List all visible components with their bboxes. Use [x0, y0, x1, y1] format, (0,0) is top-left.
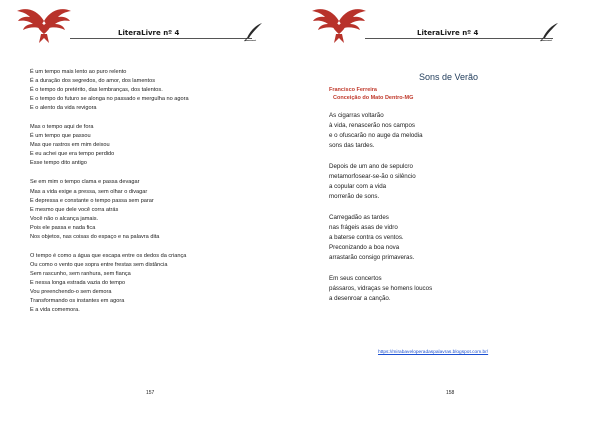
poem-line: pássaros, vidraças se homens loucos	[329, 285, 433, 292]
poem-line: E o tempo do futuro se alonga no passado e mergulha no agora	[30, 96, 189, 103]
poem-line: E a vida comemora.	[30, 307, 80, 314]
stanza	[30, 68, 285, 113]
poem-line: arrastarão consigo primaveras.	[329, 254, 415, 261]
poem-line: sons das tardes.	[329, 142, 375, 149]
poem-line: E depressa e constante o tempo passa sem parar	[30, 197, 154, 204]
poem-line: É um tempo mais lento ao puro relento	[30, 69, 127, 75]
stanza	[30, 252, 285, 315]
poem-line: As cigarras voltarão	[329, 112, 384, 119]
quill-pen-icon	[244, 22, 264, 42]
stanza	[30, 123, 285, 168]
poem-line: morrerão de sons.	[329, 193, 380, 200]
poem-line: E o alento da vida revigora	[30, 105, 97, 112]
poem-line: Vou preenchendo-o sem demora	[30, 288, 112, 295]
poem-line: Depois de um ano de sepulcro	[329, 163, 413, 170]
poem-line: E eu achei que era tempo perdido	[30, 151, 115, 158]
poem-line: Transformando os instantes em agora	[30, 298, 125, 305]
poem-line: É o tempo do pretérito, das lembranças, dos talentos.	[30, 87, 163, 94]
poem-line: E nessa longa estrada vazia do tempo	[30, 279, 126, 286]
right-page	[300, 0, 600, 424]
poem-line: Ou como o vento que sopra entre frestas sem distância	[30, 261, 168, 268]
header-rule	[365, 38, 553, 39]
winged-heart-logo-icon	[310, 3, 368, 45]
poem-line: metamorfosear-se-ão o silêncio	[329, 173, 416, 180]
poem-line: a baterse contra os ventos.	[329, 234, 404, 241]
quill-pen-icon	[540, 22, 560, 42]
poem-body	[329, 111, 569, 315]
poem-line: Preconizando a boa nova	[329, 244, 400, 251]
poem-line: Esse tempo dito antigo	[30, 160, 87, 167]
poem-line: O tempo é como a água que escapa entre os dedos da criança	[30, 252, 187, 259]
author-location: Conceição do Mato Dentro-MG	[333, 95, 414, 101]
poem-line: à vida, renascerão nos campos	[329, 122, 415, 129]
poem-line: Mas o tempo aqui de fora	[30, 124, 94, 131]
poem-line: a desenroar a canção.	[329, 295, 391, 302]
source-blog-link[interactable]: https://mirabaveloperadaspalavras.blogspot.com.br/	[378, 350, 489, 355]
poem-line: E mesmo que dele você corra atrás	[30, 206, 119, 213]
page-number: 158	[446, 390, 455, 396]
magazine-header-title: LiteraLivre nº 4	[417, 29, 479, 37]
poem-line: Carregadão as tardes	[329, 214, 389, 221]
stanza	[329, 111, 569, 151]
poem-line: Nos objetos, nas coisas do espaço e na palavra dita	[30, 233, 160, 240]
poem-line: Se em mim o tempo clama e passa devagar	[30, 179, 140, 186]
poem-line: e o ofuscarão no auge da melodia	[329, 132, 423, 139]
poem-line: Mas a vida exige a pressa, sem olhar o divagar	[30, 188, 148, 195]
poem-line: a copular com a vida	[329, 183, 387, 190]
header-rule	[70, 38, 252, 39]
stanza	[329, 274, 569, 304]
poem-line: É um tempo que passou	[30, 133, 91, 140]
poem-line: nas frágeis asas de vidro	[329, 224, 398, 231]
poem-line: Mas que rastros em mim deixou	[30, 142, 110, 149]
poem-line: Você não o alcança jamais.	[30, 215, 99, 222]
poem-body	[30, 68, 285, 325]
stanza	[329, 162, 569, 202]
poem-line: Pois ele passa e nada fica	[30, 224, 96, 231]
winged-heart-logo-icon	[15, 3, 73, 45]
stanza	[30, 178, 285, 241]
author-name: Francisco Ferreira	[329, 87, 377, 93]
poem-line: Sem rascunho, sem ranhura, sem fiança	[30, 270, 131, 277]
page-number: 157	[146, 390, 155, 396]
poem-line: É a duração dos segredos, do amor, dos lamentos	[30, 78, 156, 85]
poem-line: Em seus concertos	[329, 275, 382, 282]
poem-title: Sons de Verão	[419, 72, 479, 82]
stanza	[329, 213, 569, 263]
magazine-header-title: LiteraLivre nº 4	[118, 29, 180, 37]
